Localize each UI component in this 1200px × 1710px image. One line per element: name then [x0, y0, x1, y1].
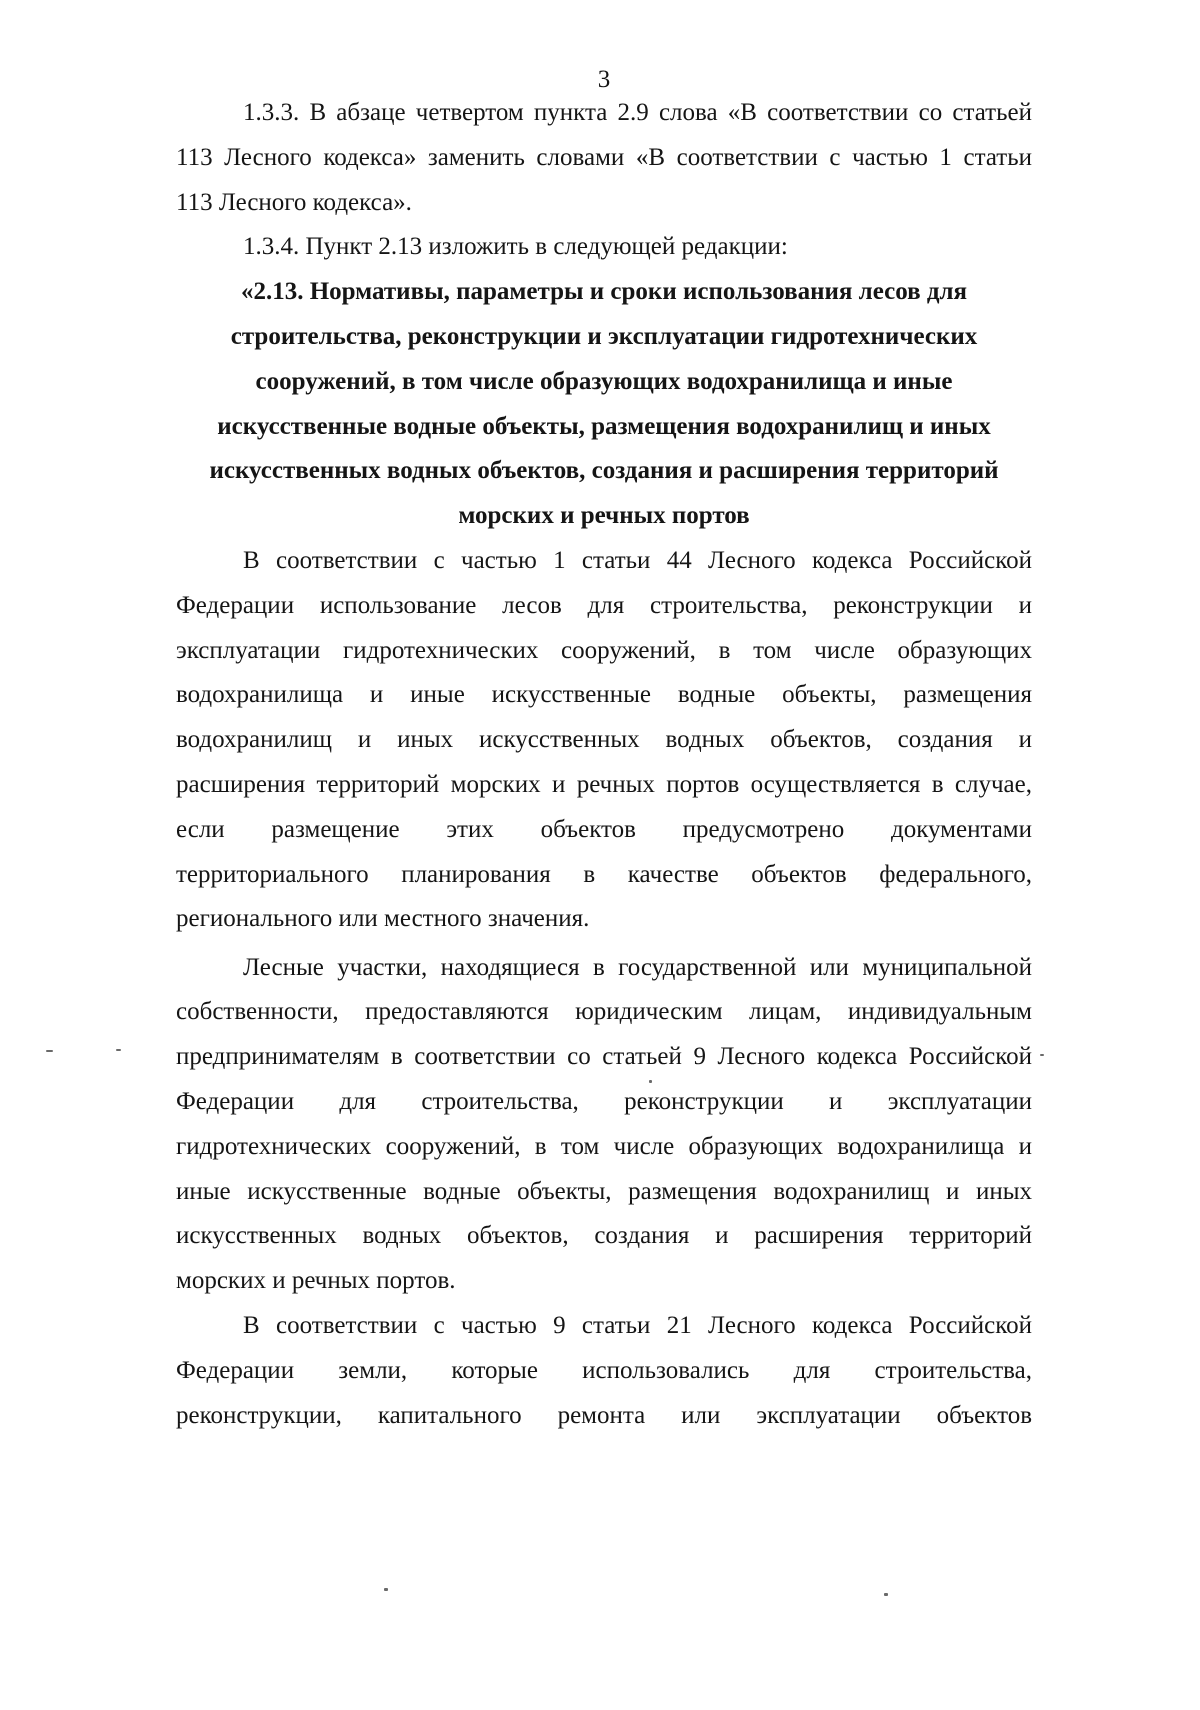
heading-line-3: сооружений, в том числе образующих водохранилища и иные	[255, 367, 953, 395]
paragraph-3-line-2: Федерации земли, которые использовались для строительства,	[176, 1356, 1032, 1384]
paragraph-3-line-1: В соответствии с частью 9 статьи 21 Лесного кодекса Российской	[243, 1312, 1032, 1340]
scan-speck	[116, 1049, 121, 1051]
scan-speck	[884, 1593, 888, 1596]
paragraph-1-line-6: расширения территорий морских и речных портов осуществляется в случае,	[176, 770, 1032, 798]
paragraph-1-line-9: регионального или местного значения.	[176, 905, 590, 933]
scan-speck	[649, 1080, 652, 1083]
paragraph-1-line-3: эксплуатации гидротехнических сооружений, в том числе образующих	[176, 636, 1032, 664]
paragraph-1-line-7: если размещение этих объектов предусмотрено документами	[176, 815, 1032, 843]
scan-speck	[1040, 1054, 1044, 1056]
document-body	[176, 91, 1032, 1438]
heading-line-5: искусственных водных объектов, создания и расширения территорий	[209, 457, 999, 485]
scan-speck	[46, 1050, 53, 1052]
item-1-3-3-line-2: 113 Лесного кодекса» заменить словами «В соответствии с частью 1 статьи	[176, 143, 1032, 171]
heading-line-4: искусственные водные объекты, размещения водохранилищ и иных	[217, 412, 991, 440]
heading-line-6: морских и речных портов	[458, 502, 750, 530]
item-1-3-4	[176, 225, 1032, 270]
paragraph-2-line-4: Федерации для строительства, реконструкции и эксплуатации	[176, 1088, 1032, 1116]
paragraph-1-line-4: водохранилища и иные искусственные водные объекты, размещения	[176, 681, 1032, 709]
paragraph-2-line-7: искусственных водных объектов, создания и расширения территорий	[176, 1222, 1032, 1250]
paragraph-2-line-5: гидротехнических сооружений, в том числе образующих водохранилища и	[176, 1132, 1032, 1160]
paragraph-1-line-2: Федерации использование лесов для строительства, реконструкции и	[176, 591, 1032, 619]
paragraph-2-line-1: Лесные участки, находящиеся в государственной или муниципальной	[243, 953, 1032, 981]
item-1-3-4-line-1: 1.3.4. Пункт 2.13 изложить в следующей редакции:	[243, 233, 788, 261]
paragraph-1-line-5: водохранилищ и иных искусственных водных объектов, создания и	[176, 726, 1032, 754]
paragraph-2-line-8: морских и речных портов.	[176, 1267, 456, 1295]
scan-speck	[384, 1588, 388, 1591]
page-number: 3	[597, 66, 611, 93]
paragraph-2	[176, 946, 1032, 1304]
heading-line-1: «2.13. Нормативы, параметры и сроки использования лесов для	[240, 278, 968, 306]
item-1-3-3-line-1: 1.3.3. В абзаце четвертом пункта 2.9 слова «В соответствии со статьей	[243, 99, 1032, 126]
paragraph-3-line-3: реконструкции, капитального ремонта или эксплуатации объектов	[176, 1401, 1032, 1429]
paragraph-2-line-6: иные искусственные водные объекты, размещения водохранилищ и иных	[176, 1177, 1032, 1205]
paragraph-3	[176, 1304, 1032, 1438]
section-heading-2-13	[176, 270, 1032, 539]
item-1-3-3-line-3: 113 Лесного кодекса».	[176, 188, 412, 216]
item-1-3-3	[176, 91, 1032, 225]
paragraph-1-line-8: территориального планирования в качестве объектов федерального,	[176, 860, 1032, 888]
paragraph-2-line-2: собственности, предоставляются юридическим лицам, индивидуальным	[176, 998, 1032, 1026]
paragraph-2-line-3: предпринимателям в соответствии со статьей 9 Лесного кодекса Российской	[176, 1043, 1032, 1071]
paragraph-1	[176, 539, 1032, 942]
paragraph-1-line-1: В соответствии с частью 1 статьи 44 Лесного кодекса Российской	[243, 546, 1032, 574]
heading-line-2: строительства, реконструкции и эксплуатации гидротехнических	[230, 322, 978, 350]
